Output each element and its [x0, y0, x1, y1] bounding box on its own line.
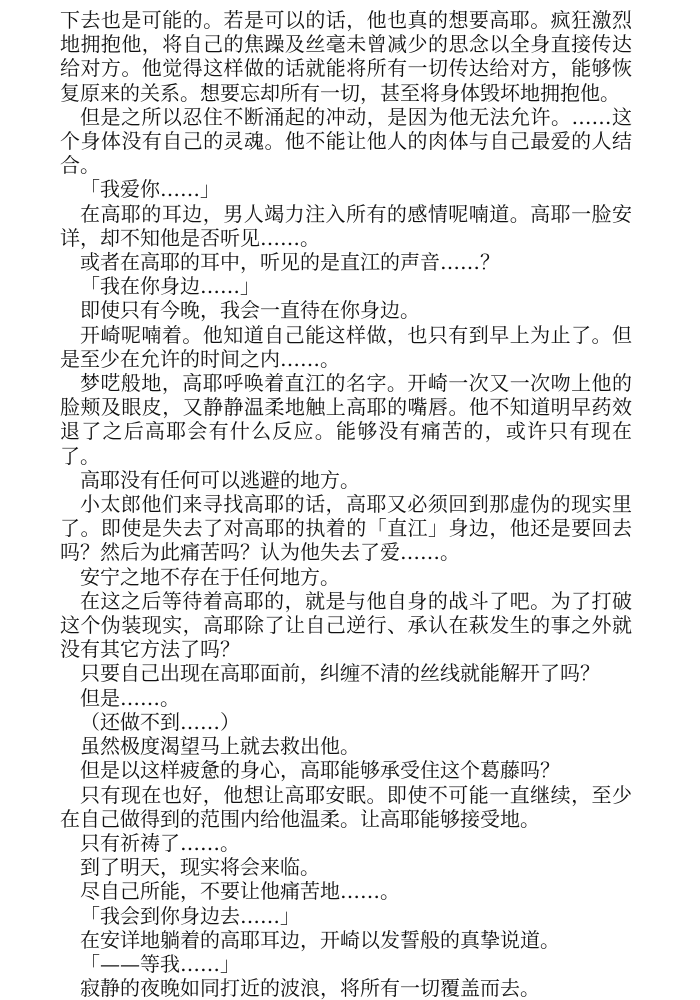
paragraph: 但是之所以忍住不断涌起的冲动，是因为他无法允许。……这个身体没有自己的灵魂。他不能让他人的肉体与自己最爱的人结合。 [60, 104, 632, 178]
paragraph: 开崎呢喃着。他知道自己能这样做，也只有到早上为止了。但是至少在允许的时间之内……。 [60, 322, 632, 371]
dialogue-line: 「——等我……」 [80, 951, 240, 976]
paragraph: 高耶没有任何可以逃避的地方。 [80, 467, 360, 492]
paragraph: 只要自己出现在高耶面前，纠缠不清的丝线就能解开了吗？ [80, 661, 600, 686]
paragraph: 梦呓般地，高耶呼唤着直江的名字。开崎一次又一次吻上他的脸颊及眼皮，又静静温柔地触上高耶的嘴唇。他不知道明早药效退了之后高耶会有什么反应。能够没有痛苦的，或许只有现在了。 [60, 371, 632, 468]
paragraph: 寂静的夜晚如同打近的波浪，将所有一切覆盖而去。 [80, 976, 540, 1000]
paragraph: 到了明天，现实将会来临。 [80, 855, 320, 880]
paragraph: 尽自己所能，不要让他痛苦地……。 [80, 879, 400, 904]
paragraph: 但是……。 [80, 685, 180, 710]
paragraph-continuation: 下去也是可能的。若是可以的话，他也真的想要高耶。疯狂激烈地拥抱他，将自己的焦躁及丝毫未曾减少的思念以全身直接传达给对方。他觉得这样做的话就能将所有一切传达给对方，能够恢复原来的关系。想要忘却所有一切，甚至将身体毁坏地拥抱他。 [60, 8, 632, 105]
paragraph: 虽然极度渴望马上就去救出他。 [80, 734, 360, 759]
dialogue-line: 「我会到你身边去……」 [80, 903, 300, 928]
dialogue-line: 「我在你身边……」 [80, 274, 260, 299]
paragraph: 即使只有今晚，我会一直待在你身边。 [80, 298, 420, 323]
dialogue-line: 「我爱你……」 [80, 177, 220, 202]
paragraph: 但是以这样疲惫的身心，高耶能够承受住这个葛藤吗？ [80, 758, 560, 783]
paragraph: 只有祈祷了……。 [80, 830, 240, 855]
paragraph: 在这之后等待着高耶的，就是与他自身的战斗了吧。为了打破这个伪装现实，高耶除了让自己逆行、承认在萩发生的事之外就没有其它方法了吗？ [60, 588, 632, 662]
paragraph: 安宁之地不存在于任何地方。 [80, 564, 340, 589]
paragraph: 在高耶的耳边，男人竭力注入所有的感情呢喃道。高耶一脸安详，却不知他是否听见……。 [60, 201, 632, 250]
paragraph: 或者在高耶的耳中，听见的是直江的声音……？ [80, 250, 500, 275]
paragraph: 在安详地躺着的高耶耳边，开崎以发誓般的真挚说道。 [80, 927, 560, 952]
inner-thought: （还做不到……） [80, 709, 240, 734]
paragraph: 小太郎他们来寻找高耶的话，高耶又必须回到那虚伪的现实里了。即使是失去了对高耶的执着的「直江」身边，他还是要回去吗？然后为此痛苦吗？认为他失去了爱……。 [60, 492, 632, 565]
novel-page [60, 8, 632, 1000]
paragraph: 只有现在也好，他想让高耶安眠。即使不可能一直继续，至少在自己做得到的范围内给他温柔。让高耶能够接受地。 [60, 782, 632, 831]
